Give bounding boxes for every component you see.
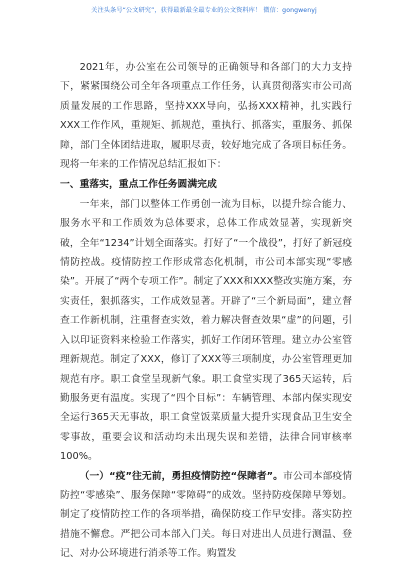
- document-body: [60, 58, 352, 564]
- promo-banner: 关注头条号“公文研究”，获得最新最全最专业的公文资料库！ 微信：gongwenyj: [91, 7, 317, 14]
- paragraph-epidemic: [60, 467, 352, 564]
- paragraph-summary: 一年来，部门以整体工作勇创一流为目标，以提升综合能力、服务水平和工作质效为总体要求，总体工作成效显著，实现新突破，全年“1234”计划全面落实。打好了“一个战役”，打好了新冠疫情防控战。疫情防控工作形成常态化机制，市公司本部实现“零感染”。开展了“两个专项工作”。制定了XXX和XXX整改实施方案，夯实责任，狠抓落实，工作成效显著。开辟了“三个新局面”，建立督查工作新机制，注重督查实效，着力解决督查效果“虚”的问题，引入以印证资料来检验工作落实，抓好工作闭环管理。建立办公室管理新规范。制定了XXX，修订了XXX等三项制度，办公室管理更加规范有序。职工食堂呈现新气象。职工食堂实现了365天运转，后勤服务更有温度。实现了“四个目标”：车辆管理、本部内保实现安全运行365天无事故，职工食堂饭菜质量大提升实现食品卫生安全零事故，重要会议和活动均未出现失误和差错，法律合同审核率100%。: [60, 198, 352, 463]
- paragraph-intro: 2021年，办公室在公司领导的正确领导和各部门的大力支持下，紧紧围绕公司全年各项重点工作任务，认真贯彻落实市公司高质量发展的工作思路，坚持XXX导向，弘扬XXX精神，扎实践行XXX工作作风，重规矩、抓规范，重执行、抓落实，重服务、抓保障，部门全体团结进取，履职尽责，较好地完成了各项目标任务。现将一年来的工作情况总结汇报如下：: [60, 62, 352, 171]
- paragraph-epidemic-text: 市公司本部疫情防控“零感染”、服务保障“零障碍”的成效。坚持防疫保障早筹划。制定了疫情防控工作的各项举措，确保防疫工作早安排。落实防控措施不懈怠。严把公司本部入门关。每日对进出人员进行测温、登记、对办公环境进行消杀等工作。购置发: [60, 470, 352, 560]
- section-heading-1: 一、重落实，重点工作任务圆满完成: [60, 179, 217, 191]
- subsection-heading-1: （一）“疫”往无前，勇担疫情防控“保障者”。: [79, 470, 284, 482]
